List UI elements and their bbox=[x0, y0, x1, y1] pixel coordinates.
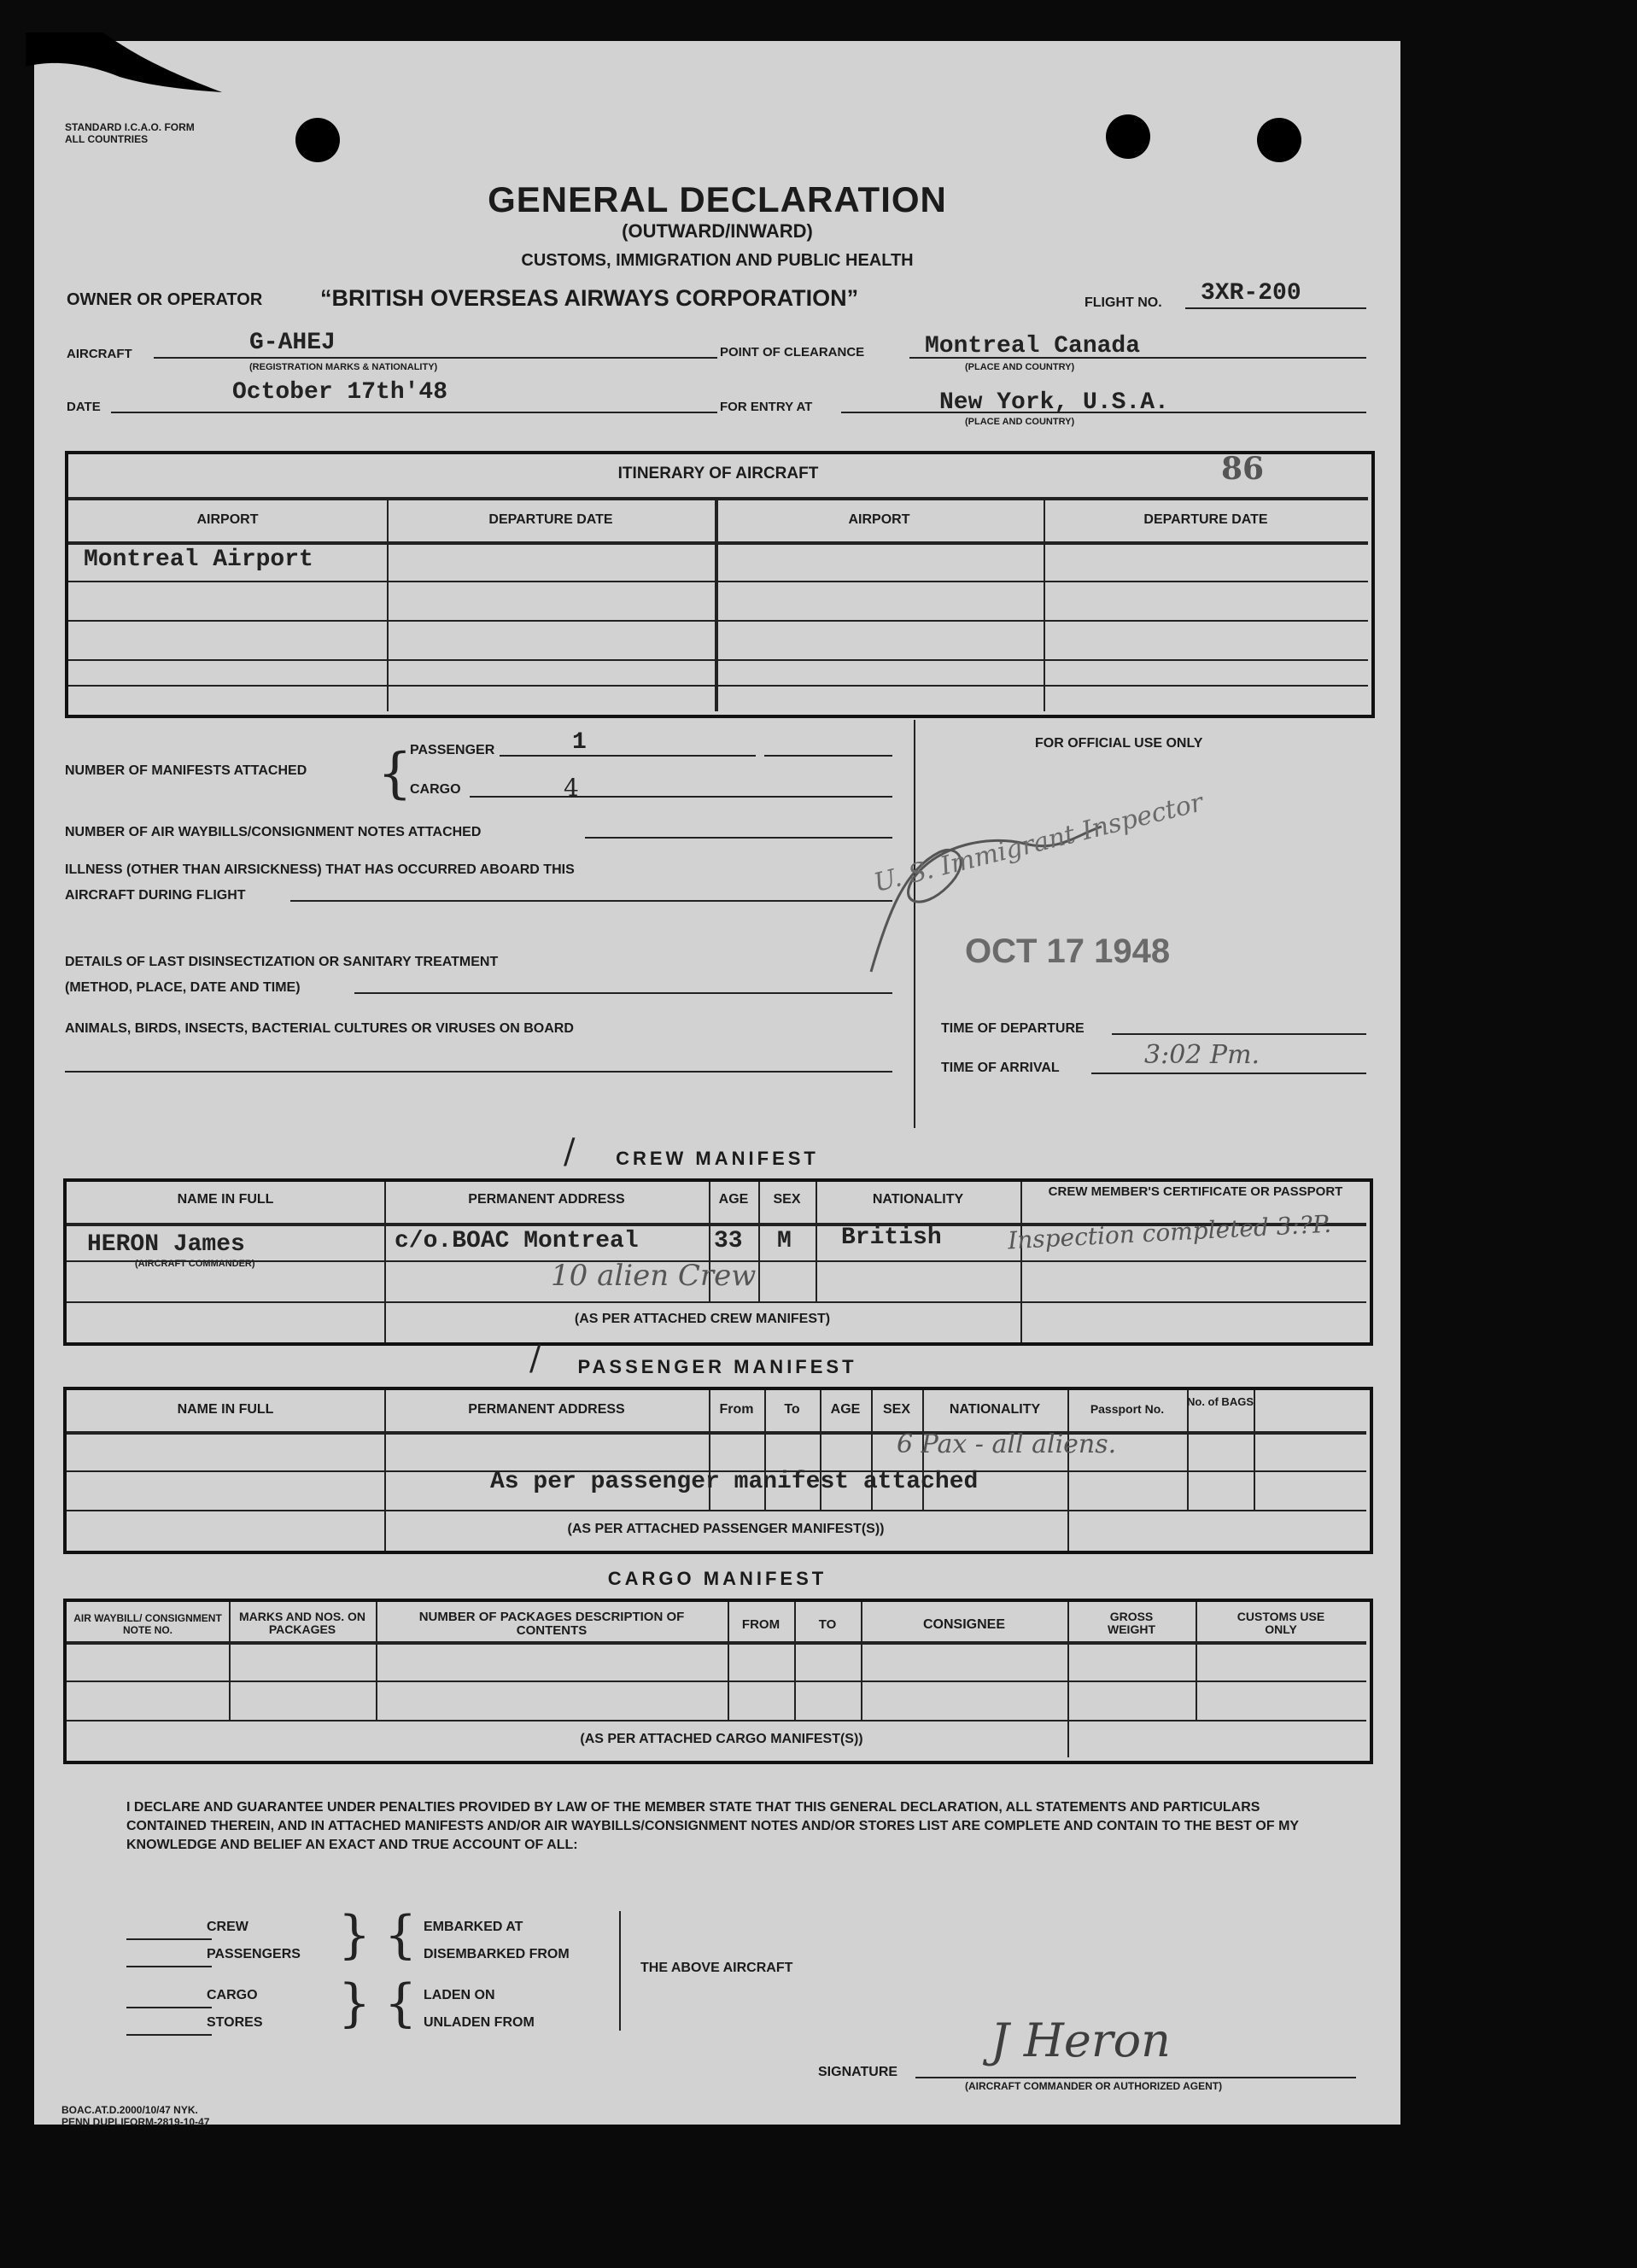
passenger-col-rule bbox=[1187, 1390, 1189, 1510]
itinerary-col-airport-1: AIRPORT bbox=[196, 512, 259, 527]
crew-handwritten: 10 alien Crew bbox=[551, 1259, 757, 1293]
crew-count-line bbox=[126, 1938, 212, 1940]
printer-footer-line-2: PENN DUPLIFORM-2819-10-47 bbox=[61, 2116, 210, 2128]
crew-col-address: PERMANENT ADDRESS bbox=[468, 1192, 625, 1207]
itinerary-col-rule bbox=[387, 500, 389, 711]
crew-col-name: NAME IN FULL bbox=[177, 1192, 274, 1207]
flight-line bbox=[1185, 307, 1366, 309]
passenger-manifest-line-2 bbox=[764, 755, 892, 757]
flight-label: FLIGHT NO. bbox=[1085, 295, 1162, 310]
above-bracket bbox=[619, 1911, 621, 2031]
cargo-col-customs: CUSTOMS USE ONLY bbox=[1237, 1610, 1325, 1636]
itinerary-col-airport-2: AIRPORT bbox=[848, 512, 910, 527]
passenger-col-name: NAME IN FULL bbox=[177, 1402, 274, 1417]
laden-brace: { bbox=[384, 1973, 418, 2033]
form-sheet bbox=[34, 41, 1400, 2128]
cargo-col-rule bbox=[1196, 1602, 1197, 1721]
passenger-rule bbox=[67, 1431, 1366, 1435]
cargo-col-rule bbox=[1067, 1602, 1069, 1757]
crew-col-age: AGE bbox=[718, 1192, 749, 1207]
crew-title: CREW MANIFEST bbox=[616, 1148, 819, 1169]
clearance-label: POINT OF CLEARANCE bbox=[720, 345, 865, 359]
cargo-row-rule bbox=[67, 1681, 1366, 1682]
owner-label: OWNER OR OPERATOR bbox=[67, 290, 263, 309]
declaration-laden: LADEN ON bbox=[424, 1988, 495, 2002]
cargo-col-to: TO bbox=[818, 1617, 837, 1632]
printer-footer bbox=[61, 2104, 209, 2128]
cargo-col-from: FROM bbox=[741, 1617, 780, 1632]
passenger-col-sex: SEX bbox=[882, 1402, 910, 1417]
cargo-title: CARGO MANIFEST bbox=[607, 1568, 827, 1589]
crew-age: 33 bbox=[714, 1228, 743, 1254]
arrival-time-line bbox=[1091, 1073, 1366, 1074]
itinerary-box bbox=[65, 451, 1375, 718]
aircraft-line bbox=[154, 357, 717, 359]
waybills-label: NUMBER OF AIR WAYBILLS/CONSIGNMENT NOTES ATTACHED bbox=[65, 825, 482, 839]
itinerary-row-rule bbox=[68, 620, 1368, 622]
crew-name: HERON James bbox=[87, 1231, 245, 1258]
flight-value: 3XR-200 bbox=[1201, 280, 1301, 307]
printer-footer-line-1: BOAC.AT.D.2000/10/47 NYK. bbox=[61, 2104, 198, 2116]
itinerary-rule bbox=[68, 497, 1368, 500]
crew-row-rule bbox=[67, 1301, 1366, 1303]
disinsect-label-1: DETAILS OF LAST DISINSECTIZATION OR SANITARY TREATMENT bbox=[65, 955, 499, 969]
arrival-time-value: 3:02 Pm. bbox=[1144, 1040, 1260, 1070]
itinerary-title: ITINERARY OF AIRCRAFT bbox=[617, 465, 819, 482]
declaration-unladen: UNLADEN FROM bbox=[424, 2015, 535, 2030]
passenger-col-from: From bbox=[719, 1402, 754, 1417]
disinsect-label-2: (METHOD, PLACE, DATE AND TIME) bbox=[65, 980, 301, 995]
date-value: October 17th'48 bbox=[232, 379, 448, 406]
entry-line bbox=[841, 412, 1366, 413]
cargo-col-weight: GROSS WEIGHT bbox=[1108, 1610, 1155, 1636]
cargo-col-consignee: CONSIGNEE bbox=[922, 1617, 1005, 1632]
cargo-col-description: NUMBER OF PACKAGES DESCRIPTION OF CONTENTS bbox=[418, 1610, 685, 1638]
signature-label: SIGNATURE bbox=[818, 2065, 898, 2079]
manifests-label: NUMBER OF MANIFESTS ATTACHED bbox=[65, 763, 307, 778]
crew-brace: } bbox=[338, 1905, 371, 1965]
passenger-typed: As per passenger manifest attached bbox=[490, 1469, 979, 1495]
passenger-col-to: To bbox=[784, 1402, 800, 1417]
crew-inspection-note: Inspection completed 3:?P. bbox=[1007, 1209, 1332, 1255]
crew-address: c/o.BOAC Montreal bbox=[395, 1228, 639, 1254]
clearance-value: Montreal Canada bbox=[925, 333, 1141, 359]
entry-label: FOR ENTRY AT bbox=[720, 400, 813, 414]
disinsect-line bbox=[354, 992, 892, 994]
passenger-title: PASSENGER MANIFEST bbox=[577, 1356, 857, 1377]
itinerary-airport-1: Montreal Airport bbox=[84, 547, 313, 573]
punch-hole bbox=[1106, 114, 1150, 159]
signature-line bbox=[915, 2077, 1356, 2078]
crew-col-rule bbox=[1020, 1182, 1022, 1342]
signature: J Heron bbox=[991, 2014, 1171, 2067]
passenger-col-age: AGE bbox=[830, 1402, 861, 1417]
declaration-stores: STORES bbox=[207, 2015, 263, 2030]
cargo-rule bbox=[67, 1641, 1366, 1645]
crew-col-nationality: NATIONALITY bbox=[872, 1192, 964, 1207]
illness-line bbox=[290, 900, 892, 902]
passenger-col-rule bbox=[1254, 1390, 1255, 1510]
punch-hole bbox=[1257, 118, 1301, 162]
itinerary-row-rule bbox=[68, 659, 1368, 661]
crew-col-certificate: CREW MEMBER'S CERTIFICATE OR PASSPORT bbox=[1048, 1184, 1343, 1199]
crew-nationality: British bbox=[841, 1225, 942, 1251]
crew-tick: / bbox=[564, 1132, 576, 1172]
passenger-col-address: PERMANENT ADDRESS bbox=[468, 1402, 625, 1417]
crew-col-sex: SEX bbox=[773, 1192, 801, 1207]
owner-value: “BRITISH OVERSEAS AIRWAYS CORPORATION” bbox=[320, 285, 859, 311]
entry-value: New York, U.S.A. bbox=[939, 389, 1169, 416]
date-line bbox=[111, 412, 717, 413]
passenger-col-nationality: NATIONALITY bbox=[949, 1402, 1041, 1417]
clearance-hint: (PLACE AND COUNTRY) bbox=[965, 362, 1075, 372]
arrival-time-label: TIME OF ARRIVAL bbox=[941, 1061, 1060, 1075]
departure-time-line bbox=[1112, 1033, 1366, 1035]
stores-count-line bbox=[126, 2034, 212, 2036]
itinerary-col-rule bbox=[715, 500, 718, 711]
crew-sex: M bbox=[777, 1228, 792, 1254]
animals-label: ANIMALS, BIRDS, INSECTS, BACTERIAL CULTURES OR VIRUSES ON BOARD bbox=[65, 1021, 574, 1036]
declaration-above-aircraft: THE ABOVE AIRCRAFT bbox=[640, 1961, 793, 1975]
inspector-stamp-date: OCT 17 1948 bbox=[965, 932, 1171, 970]
embarked-brace: { bbox=[384, 1905, 418, 1965]
official-title: FOR OFFICIAL USE ONLY bbox=[1035, 736, 1203, 751]
form-standard bbox=[65, 121, 195, 145]
cargo-count-line bbox=[126, 2007, 212, 2008]
itinerary-col-rule bbox=[1044, 500, 1045, 711]
form-subtitle-2: CUSTOMS, IMMIGRATION AND PUBLIC HEALTH bbox=[521, 251, 914, 270]
passenger-manifest-label: PASSENGER bbox=[410, 743, 495, 757]
cargo-col-marks: MARKS AND NOS. ON PACKAGES bbox=[238, 1610, 366, 1636]
passenger-tick: / bbox=[529, 1339, 541, 1378]
form-countries-line: ALL COUNTRIES bbox=[65, 133, 149, 145]
passenger-row-rule bbox=[67, 1510, 1366, 1511]
form-standard-line: STANDARD I.C.A.O. FORM bbox=[65, 121, 195, 133]
itinerary-col-departure-1: DEPARTURE DATE bbox=[488, 512, 613, 527]
illness-label-1: ILLNESS (OTHER THAN AIRSICKNESS) THAT HAS OCCURRED ABOARD THIS bbox=[65, 862, 575, 877]
clearance-line bbox=[909, 357, 1366, 359]
declaration-cargo: CARGO bbox=[207, 1988, 258, 2002]
itinerary-number: 86 bbox=[1221, 451, 1265, 487]
cargo-col-waybill: AIR WAYBILL/ CONSIGNMENT NOTE NO. bbox=[73, 1612, 222, 1636]
cargo-footer: (AS PER ATTACHED CARGO MANIFEST(S)) bbox=[580, 1732, 863, 1746]
illness-label-2: AIRCRAFT DURING FLIGHT bbox=[65, 888, 246, 903]
declaration-passengers: PASSENGERS bbox=[207, 1947, 301, 1961]
passenger-manifest-line bbox=[500, 755, 756, 757]
cargo-manifest-value: 4 bbox=[564, 774, 579, 802]
declaration-embarked: EMBARKED AT bbox=[424, 1920, 523, 1934]
passenger-col-passport: Passport No. bbox=[1090, 1402, 1165, 1416]
aircraft-hint: (REGISTRATION MARKS & NATIONALITY) bbox=[249, 362, 438, 372]
cargo-manifest-label: CARGO bbox=[410, 782, 461, 797]
passenger-footer: (AS PER ATTACHED PASSENGER MANIFEST(S)) bbox=[567, 1522, 885, 1536]
passengers-count-line bbox=[126, 1966, 212, 1967]
crew-footer: (AS PER ATTACHED CREW MANIFEST) bbox=[574, 1312, 831, 1326]
crew-name-hint: (AIRCRAFT COMMANDER) bbox=[135, 1259, 255, 1269]
passenger-handwritten: 6 Pax - all aliens. bbox=[897, 1429, 1117, 1459]
departure-time-label: TIME OF DEPARTURE bbox=[941, 1021, 1085, 1036]
declaration-disembarked: DISEMBARKED FROM bbox=[424, 1947, 570, 1961]
cargo-row-rule bbox=[67, 1720, 1366, 1721]
aircraft-label: AIRCRAFT bbox=[67, 347, 132, 361]
date-label: DATE bbox=[67, 400, 101, 414]
animals-line bbox=[65, 1071, 892, 1073]
cargo-brace: } bbox=[338, 1973, 371, 2033]
form-title: GENERAL DECLARATION bbox=[488, 179, 947, 219]
itinerary-row-rule bbox=[68, 685, 1368, 687]
passenger-manifest-value: 1 bbox=[572, 729, 587, 756]
declaration-crew: CREW bbox=[207, 1920, 248, 1934]
aircraft-value: G-AHEJ bbox=[249, 330, 336, 356]
itinerary-col-departure-2: DEPARTURE DATE bbox=[1143, 512, 1268, 527]
punch-hole bbox=[295, 118, 340, 162]
cargo-col-rule bbox=[376, 1602, 377, 1721]
manifests-brace: { bbox=[377, 742, 412, 805]
signature-hint: (AIRCRAFT COMMANDER OR AUTHORIZED AGENT) bbox=[965, 2080, 1223, 2092]
form-subtitle: (OUTWARD/INWARD) bbox=[622, 220, 813, 242]
entry-hint: (PLACE AND COUNTRY) bbox=[965, 417, 1075, 427]
declaration-text: I DECLARE AND GUARANTEE UNDER PENALTIES PROVIDED BY LAW OF THE MEMBER STATE THAT THIS GENERAL DECLARATION, ALL STATEMENTS AND PARTICULARS CONTAINED THEREIN, AND IN ATTACHED MANIFESTS AND/OR AIR WAYBILLS/CONSIGNMENT NOTES AND/OR STORES LIST ARE COMPLETE AND CONTAIN TO THE BEST OF MY KNOWLEDGE AND BELIEF AN EXACT AND TRUE ACCOUNT OF ALL: bbox=[126, 1800, 1299, 1852]
cargo-manifest-line bbox=[470, 796, 892, 798]
torn-corner bbox=[26, 32, 248, 101]
itinerary-rule bbox=[68, 541, 1368, 545]
inspector-stamp-line: U. S. Immigrant Inspector bbox=[871, 787, 1207, 898]
itinerary-row-rule bbox=[68, 581, 1368, 582]
passenger-col-bags: No. of BAGS bbox=[1187, 1395, 1254, 1408]
